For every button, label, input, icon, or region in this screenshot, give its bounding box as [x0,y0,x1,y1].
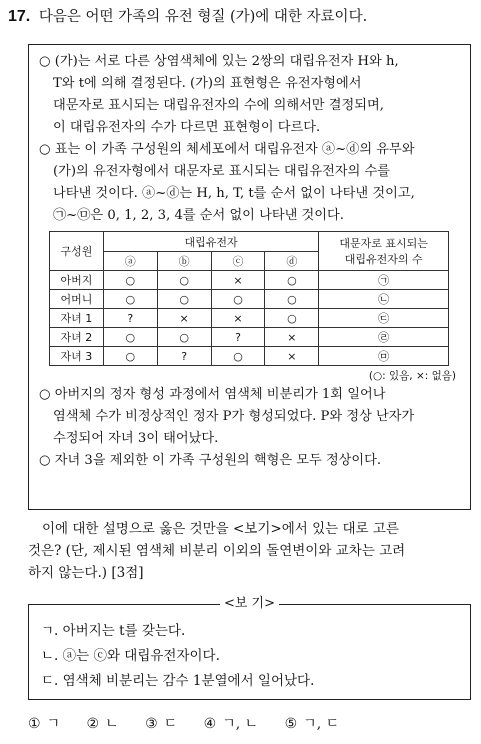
choice-5[interactable]: ⑤ ㄱ, ㄷ [284,716,340,732]
table-row-mother: 어머니 ○ ○ ○ ○ ㉡ [50,290,449,309]
header-uppercase-count: 대문자로 표시되는 대립유전자의 수 [319,232,449,271]
question-prompt: 이에 대한 설명으로 옳은 것만을 <보기>에서 있는 대로 고른 것은? (단, 제시된 염색체 비분리 이외의 돌연변이와 교차는 고려 하지 않는다.) [3점] [28,521,406,581]
header-allele-c: ⓒ [211,252,265,271]
bullet-mark: ○ [39,142,51,157]
table-legend: (○: 있음, ×: 없음) [368,370,456,382]
bogi-item-nieun: ㄴ. ⓐ는 ⓒ와 대립유전자이다. [41,648,220,664]
bullet-mark: ○ [39,387,51,402]
question-stem: 다음은 어떤 가족의 유전 형질 (가)에 대한 자료이다. [38,9,368,25]
question-header [8,6,476,28]
choice-3[interactable]: ③ ㄷ [145,716,178,732]
allele-table [49,231,449,366]
choice-4[interactable]: ④ ㄱ, ㄴ [203,716,259,732]
table-row-father: 아버지 ○ ○ × ○ ㉠ [50,271,449,290]
bogi-item-digeut: ㄷ. 염색체 비분리는 감수 1분열에서 일어났다. [41,673,315,689]
bullet-karyotype: ○ 자녀 3을 제외한 이 가족 구성원의 핵형은 모두 정상이다. [39,453,382,468]
answer-choices [28,712,474,736]
choice-1[interactable]: ① ㄱ [28,716,61,732]
header-alleles: 대립유전자 [103,232,318,252]
header-allele-a: ⓐ [103,252,157,271]
bullet-table-description: ○ 표는 이 가족 구성원의 체세포에서 대립유전자 ⓐ~ⓓ의 유무와 (가)의 유전자형에서 대문자로 표시되는 대립유전자의 수를 나타낸 것이다. ⓐ~ⓓ는 H, h, T, t를 순서 없이 나타낸 것이고, ㉠~㉤은 0, 1, 2, 3, 4를 순서 없이 나타낸 것이다. [39,142,415,223]
bullet-nondisjunction: ○ 아버지의 정자 형성 과정에서 염색체 비분리가 1회 일어나 염색체 수가 비정상적인 정자 P가 형성되었다. P와 정상 난자가 수정되어 자녀 3이 태어났다. [39,387,415,446]
table-row-child-2: 자녀 2 ○ ○ ? × ㉣ [50,328,449,347]
choice-2[interactable]: ② ㄴ [86,716,119,732]
header-allele-d: ⓓ [265,252,319,271]
table-row-child-1: 자녀 1 ? × × ○ ㉢ [50,309,449,328]
bullet-inheritance-rule: ○ (가)는 서로 다른 상염색체에 있는 2쌍의 대립유전자 H와 h, T와 t에 의해 결정된다. (가)의 표현형은 유전자형에서 대문자로 표시되는 대립유전자의 수에 의해서만 결정되며, 이 대립유전자의 수가 다르면 표현형이 다르다. [39,54,399,135]
data-box [28,44,471,510]
table-row-child-3: 자녀 3 ○ ? ○ × ㉤ [50,347,449,366]
question-number: 17. [8,8,31,25]
header-member: 구성원 [50,232,104,271]
bullet-mark: ○ [39,54,51,69]
bogi-box [28,596,471,700]
bogi-title: <보 기> [29,596,470,612]
header-allele-b: ⓑ [157,252,211,271]
bogi-item-giyeok: ㄱ. 아버지는 t를 갖는다. [41,623,186,639]
bullet-mark: ○ [39,453,51,468]
